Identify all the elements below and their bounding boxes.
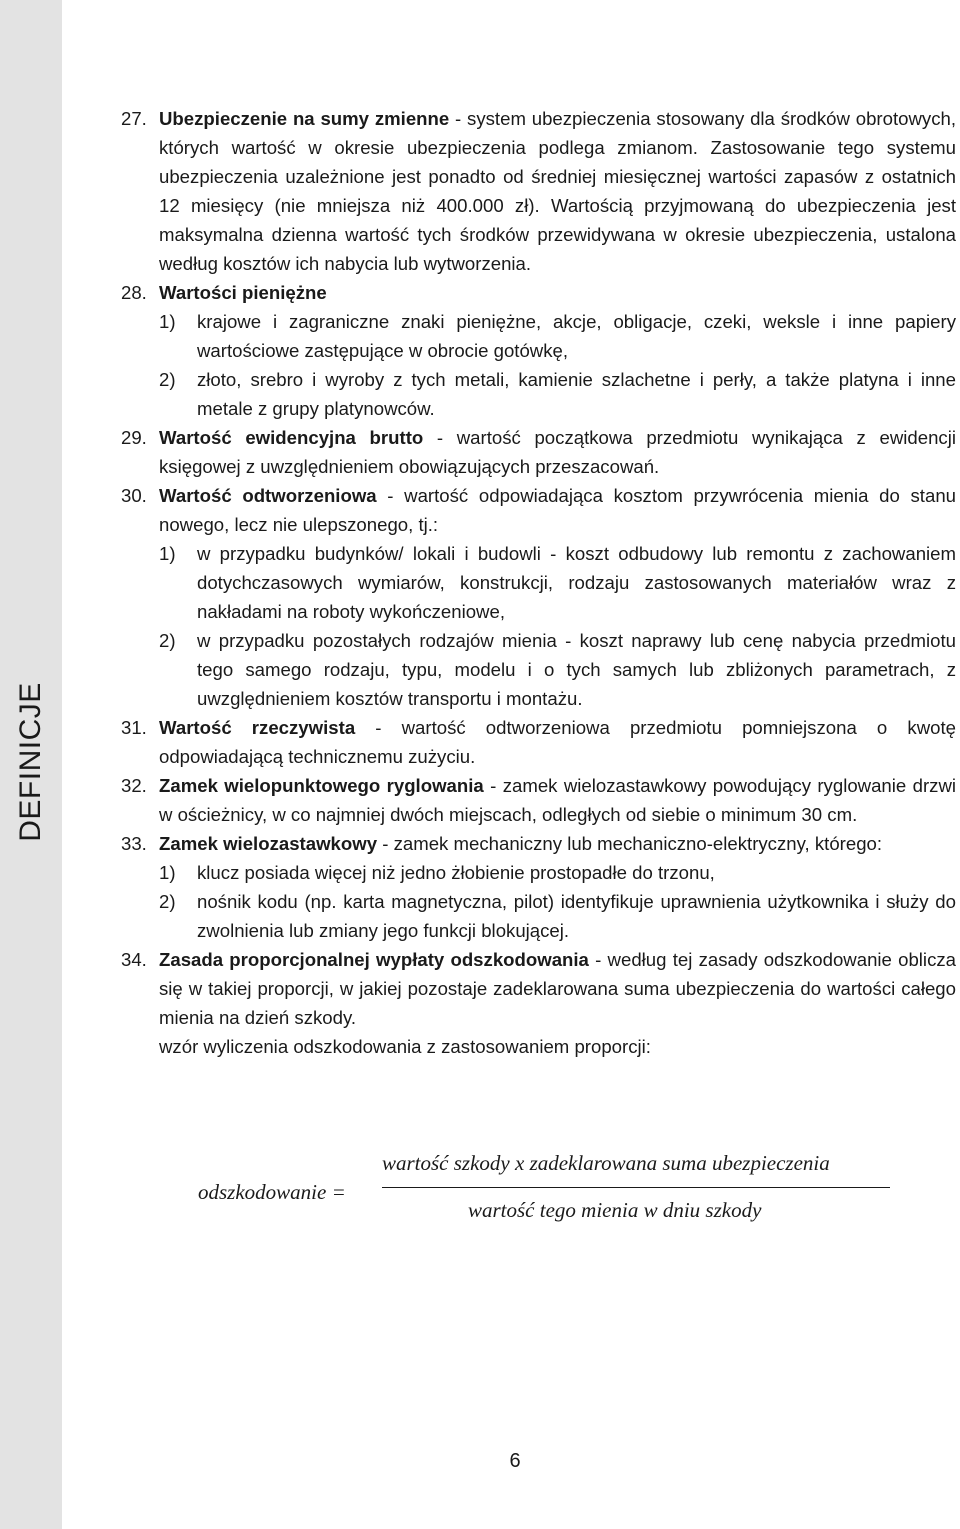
section-label: DEFINICJE xyxy=(14,682,47,842)
definition-term: Zasada proporcjonalnej wypłaty odszkodowania xyxy=(159,949,589,970)
definition-33 xyxy=(121,829,956,945)
definition-number: 30. xyxy=(121,485,147,506)
sub-item-number: 1) xyxy=(159,311,176,332)
formula-intro: wzór wyliczenia odszkodowania z zastosowaniem proporcji: xyxy=(159,1036,651,1057)
formula-numerator: wartość szkody x zadeklarowana suma ubezpieczenia xyxy=(382,1151,830,1175)
definition-term: Wartość rzeczywista xyxy=(159,717,356,738)
definition-number: 32. xyxy=(121,775,147,796)
page-number: 6 xyxy=(509,1450,521,1472)
compensation-formula xyxy=(198,1148,890,1238)
sub-item xyxy=(159,307,956,365)
sub-item xyxy=(159,365,956,423)
sub-item-text: nośnik kodu (np. karta magnetyczna, pilot) identyfikuje uprawnienia użytkownika i służy do zwolnienia lub zmiany jego funkcji blokującej. xyxy=(197,891,956,941)
sub-item xyxy=(159,887,956,945)
sub-item-text: krajowe i zagraniczne znaki pieniężne, akcje, obligacje, czeki, weksle i inne papiery wartościowe zastępujące w obrocie gotówkę, xyxy=(197,311,956,361)
sub-item-text: złoto, srebro i wyroby z tych metali, kamienie szlachetne i perły, a także platyna i inne metale z grupy platynowców. xyxy=(197,369,956,419)
definition-number: 34. xyxy=(121,949,147,970)
definition-34 xyxy=(121,945,956,1061)
definition-term: Wartość ewidencyjna brutto xyxy=(159,427,424,448)
definition-30 xyxy=(121,481,956,713)
sub-item-text: w przypadku budynków/ lokali i budowli - koszt odbudowy lub remontu z zachowaniem dotychczasowych wymiarów, konstrukcji, rodzaju zastosowanych materiałów wraz z nakładami na roboty wykończeniowe, xyxy=(197,543,956,622)
definition-number: 28. xyxy=(121,282,147,303)
definition-32 xyxy=(121,771,956,829)
sub-item-number: 1) xyxy=(159,862,176,883)
definition-number: 27. xyxy=(121,108,147,129)
formula-denominator: wartość tego mienia w dniu szkody xyxy=(468,1198,762,1222)
sub-item-number: 2) xyxy=(159,369,176,390)
definition-term: Wartość odtworzeniowa xyxy=(159,485,377,506)
definition-term: Zamek wielopunktowego ryglowania xyxy=(159,775,484,796)
sub-item-number: 2) xyxy=(159,891,176,912)
definition-term: Zamek wielozastawkowy xyxy=(159,833,378,854)
definition-text: - zamek wielozastawkowy powodujący ryglowanie drzwi w ościeżnicy, w co najmniej dwóch miejscach, odległych od siebie o minimum 30 cm. xyxy=(159,775,956,825)
definition-text: - wartość odtworzeniowa przedmiotu pomniejszona o kwotę odpowiadającą technicznemu zużyciu. xyxy=(159,717,956,767)
sub-item-number: 2) xyxy=(159,630,176,651)
definition-text: - system ubezpieczenia stosowany dla środków obrotowych, których wartość w okresie ubezpieczenia podlega zmianom. Zastosowanie tego systemu ubezpieczenia uzależnione jest ponadto od średniej miesięcznej wartości zapasów z ostatnich 12 miesięcy (nie mniejsza niż 400.000 zł). Wartością przyjmowaną do ubezpieczenia jest maksymalna dzienna wartość tych środków przewidywana w okresie ubezpieczenia, ustalona według kosztów ich nabycia lub wytworzenia. xyxy=(159,108,956,274)
definition-29 xyxy=(121,423,956,481)
definition-number: 29. xyxy=(121,427,147,448)
definition-text: - wartość początkowa przedmiotu wynikająca z ewidencji księgowej z uwzględnieniem obowiązujących przeszacowań. xyxy=(159,427,956,477)
definition-text: - wartość odpowiadająca kosztom przywrócenia mienia do stanu nowego, lecz nie ulepszonego, tj.: xyxy=(159,485,956,535)
sub-item-text: w przypadku pozostałych rodzajów mienia - koszt naprawy lub cenę nabycia przedmiotu tego samego rodzaju, typu, modelu i o tych samych lub zbliżonych parametrach, z uwzględnieniem kosztów transportu i montażu. xyxy=(197,630,956,709)
definition-28 xyxy=(121,278,956,423)
definition-27 xyxy=(121,104,956,278)
sub-item xyxy=(159,539,956,626)
sidebar xyxy=(0,0,62,1529)
definition-term: Wartości pieniężne xyxy=(159,282,327,303)
definition-text: - według tej zasady odszkodowanie oblicza się w takiej proporcji, w jakiej pozostaje zadeklarowana suma ubezpieczenia do wartości całego mienia na dzień szkody. xyxy=(159,949,956,1028)
definition-number: 33. xyxy=(121,833,147,854)
fraction-bar xyxy=(382,1187,890,1188)
definitions-list xyxy=(121,104,956,1061)
sub-item xyxy=(159,626,956,713)
definition-term: Ubezpieczenie na sumy zmienne xyxy=(159,108,450,129)
definition-number: 31. xyxy=(121,717,147,738)
sub-item-number: 1) xyxy=(159,543,176,564)
sub-item xyxy=(159,858,956,887)
definition-31 xyxy=(121,713,956,771)
definition-text: - zamek mechaniczny lub mechaniczno-elektryczny, którego: xyxy=(377,833,883,854)
formula-left-side: odszkodowanie = xyxy=(198,1180,346,1204)
sub-item-text: klucz posiada więcej niż jedno żłobienie prostopadłe do trzonu, xyxy=(197,862,715,883)
